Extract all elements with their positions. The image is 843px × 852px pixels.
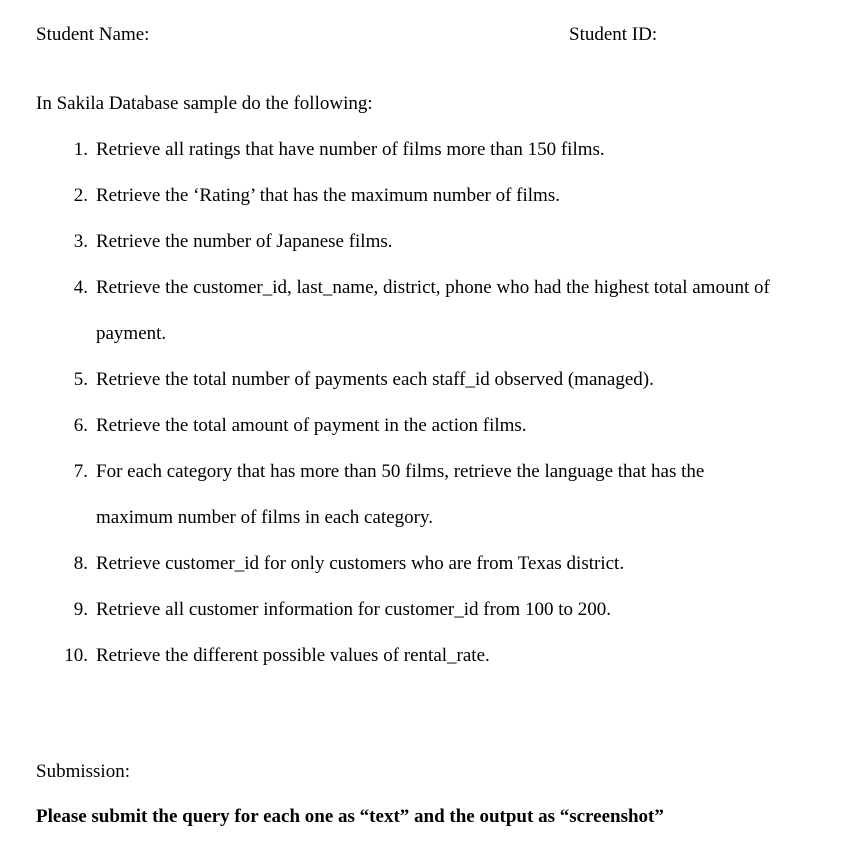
task-number: 6. [73,415,88,436]
task-number: 2. [73,185,88,206]
task-number: 9. [73,599,88,620]
task-text-continuation: payment. [96,323,167,344]
task-number: 7. [73,461,88,482]
task-text: Retrieve all customer information for customer_id from 100 to 200. [96,599,611,620]
task-number: 1. [73,139,88,160]
student-id-label: Student ID: [569,24,658,45]
task-text: Retrieve the number of Japanese films. [96,231,393,252]
task-number: 5. [73,369,88,390]
student-name-label: Student Name: [36,24,150,45]
task-number: 3. [73,231,88,252]
task-text: Retrieve customer_id for only customers who are from Texas district. [96,553,625,574]
task-number: 10. [64,645,88,666]
submission-label: Submission: [36,761,130,782]
task-number: 4. [73,277,88,298]
task-text: Retrieve the ‘Rating’ that has the maximum number of films. [96,185,560,206]
task-text: For each category that has more than 50 films, retrieve the language that has the [96,461,705,482]
task-text: Retrieve the total amount of payment in the action films. [96,415,527,436]
task-text: Retrieve all ratings that have number of films more than 150 films. [96,139,605,160]
task-text: Retrieve the different possible values of rental_rate. [96,645,490,666]
task-text: Retrieve the total number of payments each staff_id observed (managed). [96,369,654,390]
task-text: Retrieve the customer_id, last_name, district, phone who had the highest total amount of [96,277,770,298]
intro-text: In Sakila Database sample do the following: [36,93,373,114]
task-text-continuation: maximum number of films in each category. [96,507,433,528]
submission-instruction: Please submit the query for each one as “text” and the output as “screenshot” [36,806,664,827]
task-number: 8. [73,553,88,574]
